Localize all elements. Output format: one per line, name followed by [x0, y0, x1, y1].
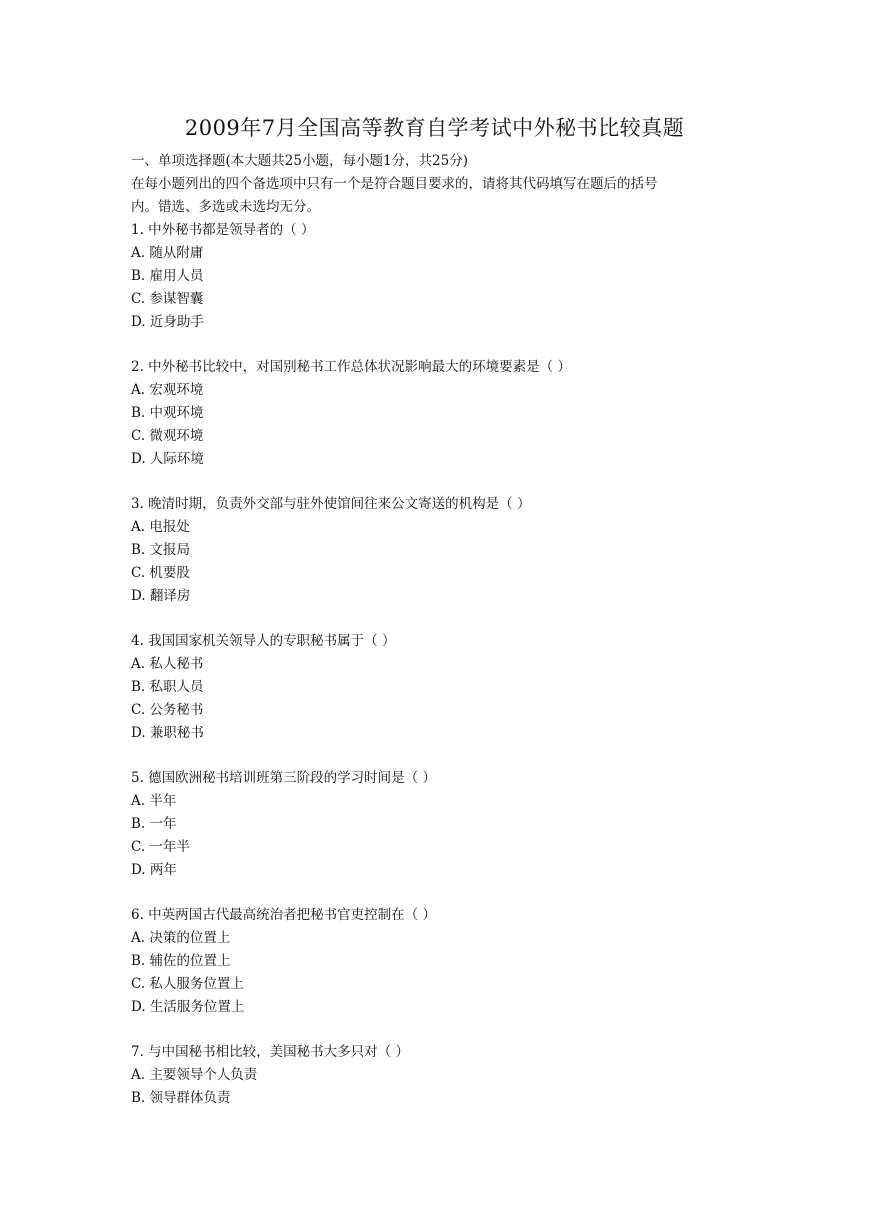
- option-d: D. 生活服务位置上: [131, 999, 245, 1015]
- option-d: D. 近身助手: [131, 314, 204, 330]
- option-d: D. 人际环境: [131, 451, 204, 467]
- option-c: C. 参谋智囊: [131, 291, 204, 307]
- option-d: D. 两年: [131, 862, 177, 878]
- option-b: B. 文报局: [131, 542, 191, 558]
- section-header: 一、单项选择题(本大题共25小题，每小题1分，共25分): [131, 153, 468, 169]
- question-stem: 1. 中外秘书都是领导者的（ ）: [131, 222, 315, 238]
- option-b: B. 私职人员: [131, 679, 204, 695]
- question-2: [131, 356, 751, 471]
- page-title: 2009年7月全国高等教育自学考试中外秘书比较真题: [184, 116, 685, 140]
- question-stem: 6. 中英两国古代最高统治者把秘书官吏控制在（ ）: [131, 907, 436, 923]
- question-stem: 7. 与中国秘书相比较，美国秘书大多只对（ ）: [131, 1044, 409, 1060]
- question-stem: 2. 中外秘书比较中，对国别秘书工作总体状况影响最大的环境要素是（ ）: [131, 359, 571, 375]
- option-b: B. 领导群体负责: [131, 1090, 231, 1106]
- option-b: B. 辅佐的位置上: [131, 953, 231, 969]
- question-stem: 4. 我国国家机关领导人的专职秘书属于（ ）: [131, 633, 396, 649]
- option-c: C. 微观环境: [131, 428, 204, 444]
- question-1: [131, 219, 751, 334]
- option-a: A. 宏观环境: [131, 382, 204, 398]
- option-d: D. 翻译房: [131, 588, 191, 604]
- question-stem: 5. 德国欧洲秘书培训班第三阶段的学习时间是（ ）: [131, 770, 436, 786]
- question-4: [131, 630, 751, 745]
- option-a: A. 主要领导个人负责: [131, 1067, 258, 1083]
- option-d: D. 兼职秘书: [131, 725, 204, 741]
- option-a: A. 半年: [131, 793, 177, 809]
- question-7: [131, 1041, 751, 1110]
- option-a: A. 电报处: [131, 519, 190, 535]
- question-5: [131, 767, 751, 882]
- option-c: C. 私人服务位置上: [131, 976, 244, 992]
- option-b: B. 雇用人员: [131, 268, 204, 284]
- option-b: B. 中观环境: [131, 405, 204, 421]
- option-a: A. 随从附庸: [131, 245, 204, 261]
- question-6: [131, 904, 751, 1019]
- option-a: A. 私人秘书: [131, 656, 204, 672]
- instruction-line: 内。错选、多选或未选均无分。: [131, 199, 320, 215]
- option-a: A. 决策的位置上: [131, 930, 231, 946]
- question-3: [131, 493, 751, 608]
- option-b: B. 一年: [131, 816, 177, 832]
- instruction-line: 在每小题列出的四个备选项中只有一个是符合题目要求的，请将其代码填写在题后的括号: [131, 176, 658, 192]
- question-stem: 3. 晚清时期，负责外交部与驻外使馆间往来公文寄送的机构是（ ）: [131, 496, 531, 512]
- option-c: C. 机要股: [131, 565, 190, 581]
- option-c: C. 公务秘书: [131, 702, 204, 718]
- document-body: [131, 150, 751, 1132]
- option-c: C. 一年半: [131, 839, 190, 855]
